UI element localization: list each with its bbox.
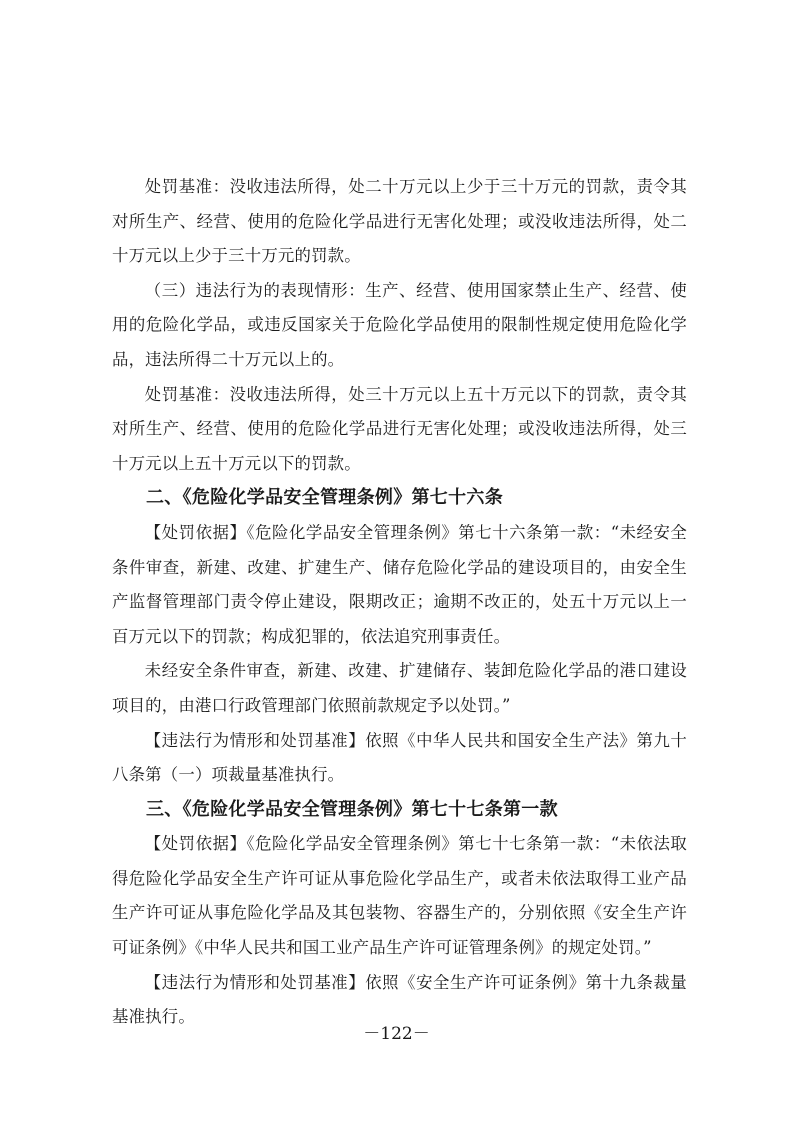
- violation-standard-77: 【违法行为情形和处罚基准】依照《安全生产许可证条例》第十九条裁量基准执行。: [112, 972, 687, 1027]
- section-heading-2: 二、《危险化学品安全管理条例》第七十六条: [146, 487, 503, 509]
- violation-case-3: （三）违法行为的表现情形：生产、经营、使用国家禁止生产、经营、使用的危险化学品，或违反国家关于危险化学品使用的限制性规定使用危险化学品，违法所得二十万元以上的。: [112, 280, 687, 369]
- penalty-basis-77: 【处罚依据】《危险化学品安全管理条例》第七十七条第一款：“未依法取得危险化学品安全生产许可证从事危险化学品生产，或者未依法取得工业产品生产许可证从事危险化学品及其包装物、容器生产的，分别依照《安全生产许可证条例》《中华人民共和国工业产品生产许可证管理条例》的规定处罚。”: [112, 834, 687, 958]
- penalty-standard-3: 处罚基准：没收违法所得，处三十万元以上五十万元以下的罚款，责令其对所生产、经营、使用的危险化学品进行无害化处理；或没收违法所得，处三十万元以上五十万元以下的罚款。: [112, 384, 687, 473]
- page-content: [112, 170, 687, 1035]
- page-number: －122－: [363, 1024, 430, 1044]
- section-heading-3: 三、《危险化学品安全管理条例》第七十七条第一款: [146, 798, 558, 820]
- penalty-basis-76: 【处罚依据】《危险化学品安全管理条例》第七十六条第一款：“未经安全条件审查，新建、改建、扩建生产、储存危险化学品的建设项目的，由安全生产监督管理部门责令停止建设，限期改正；逾期不改正的，处五十万元以上一百万元以下的罚款；构成犯罪的，依法追究刑事责任。: [112, 522, 687, 646]
- penalty-standard-2: 处罚基准：没收违法所得，处二十万元以上少于三十万元的罚款，责令其对所生产、经营、使用的危险化学品进行无害化处理；或没收违法所得，处二十万元以上少于三十万元的罚款。: [112, 177, 687, 266]
- penalty-basis-76-cont: 未经安全条件审查，新建、改建、扩建储存、装卸危险化学品的港口建设项目的，由港口行政管理部门依照前款规定予以处罚。”: [112, 661, 687, 715]
- violation-standard-76: 【违法行为情形和处罚基准】依照《中华人民共和国安全生产法》第九十八条第（一）项裁量基准执行。: [112, 730, 687, 785]
